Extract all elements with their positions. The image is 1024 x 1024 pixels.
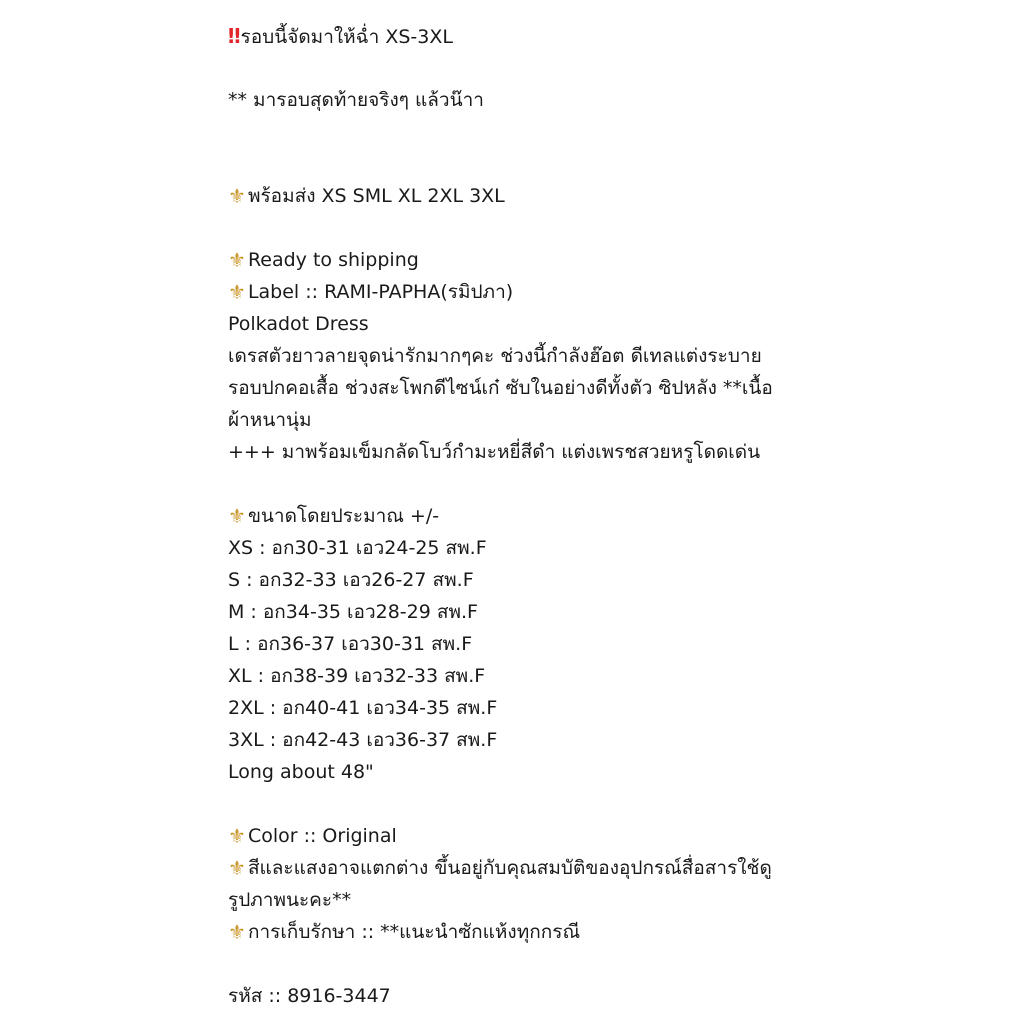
spacer (228, 116, 828, 180)
care-text: การเก็บรักษา :: **แนะนำซักแห้งทุกกรณี (247, 921, 581, 943)
size-row-m: M : อก34-35 เอว28-29 สพ.F (228, 601, 478, 623)
color-disclaimer-line-1 (228, 852, 828, 884)
accessory-line: +++ มาพร้อมเข็มกลัดโบว์กำมะหยี่สีดำ แต่งเพรชสวยหรูโดดเด่น (228, 441, 761, 463)
last-round-note: ** มารอบสุดท้ายจริงๆ แล้วน๊าา (228, 89, 484, 111)
color-line (228, 820, 828, 852)
size-row-l: L : อก36-37 เอว30-31 สพ.F (228, 633, 473, 655)
spacer (228, 52, 828, 84)
fleur-de-lis-icon: ⚜ (228, 824, 246, 848)
size-row-xl: XL : อก38-39 เอว32-33 สพ.F (228, 665, 486, 687)
size-row-s: S : อก32-33 เอว26-27 สพ.F (228, 569, 474, 591)
length-line: Long about 48" (228, 761, 374, 783)
product-code: รหัส :: 8916-3447 (228, 985, 391, 1007)
shipping-line (228, 244, 828, 276)
description-line-1: เดรสตัวยาวลายจุดน่ารักมากๆคะ ช่วงนี้กำลังฮ๊อต ดีเทลแต่งระบาย (228, 345, 762, 367)
size-heading-text: ขนาดโดยประมาณ +/- (247, 505, 440, 527)
fleur-de-lis-icon: ⚜ (228, 504, 246, 528)
size-heading-line (228, 500, 828, 532)
description-line-2: รอบปกคอเสื้อ ช่วงสะโพกดีไซน์เก๋ ซับในอย่างดีทั้งตัว ซิปหลัง **เนื้อ (228, 377, 773, 399)
fleur-de-lis-icon: ⚜ (228, 184, 246, 208)
shipping-text: Ready to shipping (247, 249, 419, 271)
label-line (228, 276, 828, 308)
color-disclaimer-text: สีและแสงอาจแตกต่าง ขึ้นอยู่กับคุณสมบัติของอุปกรณ์สื่อสารใช้ดู (247, 857, 772, 879)
size-row-xs: XS : อก30-31 เอว24-25 สพ.F (228, 537, 487, 559)
size-row-3xl: 3XL : อก42-43 เอว36-37 สพ.F (228, 729, 498, 751)
spacer (228, 948, 828, 980)
ready-sizes-line (228, 180, 828, 212)
product-name: Polkadot Dress (228, 313, 369, 335)
fleur-de-lis-icon: ⚜ (228, 248, 246, 272)
description-line-3: ผ้าหนานุ่ม (228, 409, 312, 431)
headline-text: รอบนี้จัดมาให้ฉ่ำ XS-3XL (240, 26, 453, 48)
fleur-de-lis-icon: ⚜ (228, 856, 246, 880)
label-text: Label :: RAMI-PAPHA(รมิปภา) (247, 281, 514, 303)
product-description (228, 20, 828, 1012)
color-disclaimer-line-2: รูปภาพนะคะ** (228, 889, 352, 911)
spacer (228, 212, 828, 244)
ready-sizes-text: พร้อมส่ง XS SML XL 2XL 3XL (247, 185, 505, 207)
size-row-2xl: 2XL : อก40-41 เอว34-35 สพ.F (228, 697, 498, 719)
headline-line (228, 20, 828, 52)
fleur-de-lis-icon: ⚜ (228, 920, 246, 944)
spacer (228, 468, 828, 500)
spacer (228, 788, 828, 820)
double-exclamation-icon: ‼ (228, 24, 239, 48)
color-text: Color :: Original (247, 825, 397, 847)
fleur-de-lis-icon: ⚜ (228, 280, 246, 304)
care-line (228, 916, 828, 948)
